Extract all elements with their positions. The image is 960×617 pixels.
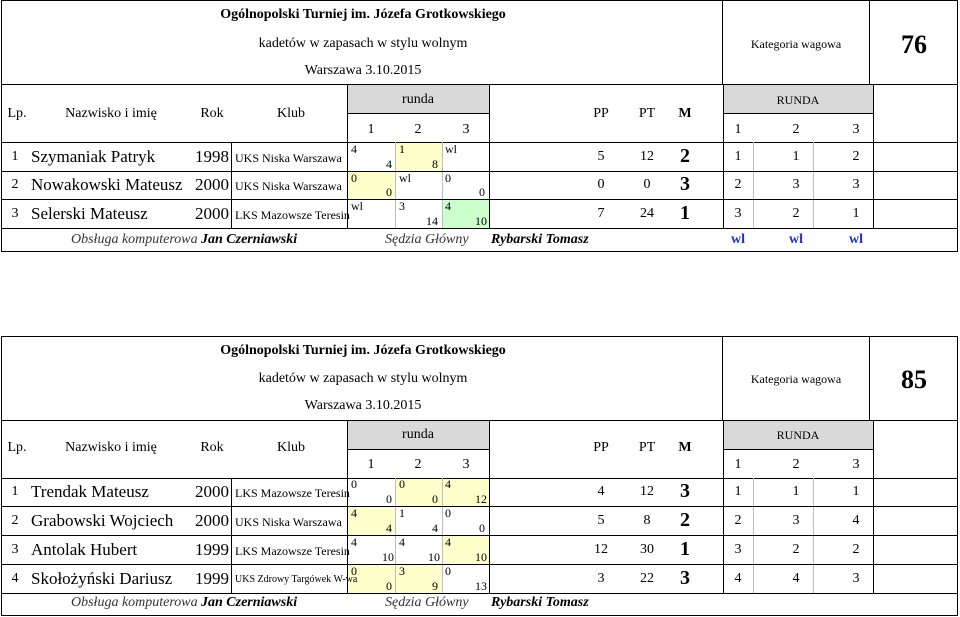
round-3-top: wl bbox=[445, 142, 457, 156]
header-final-round-3: 3 bbox=[852, 122, 860, 137]
round-1-top: 0 bbox=[351, 564, 357, 578]
header-runda-caps: RUNDA bbox=[776, 428, 820, 442]
row-final-1: 3 bbox=[734, 206, 742, 221]
round-2-top: 1 bbox=[399, 506, 405, 520]
round-3-top: 4 bbox=[445, 535, 451, 549]
row-final-2: 3 bbox=[792, 177, 800, 192]
operator-label: Obsługa komputerowa bbox=[71, 595, 198, 610]
round-3-top: 0 bbox=[445, 171, 451, 185]
row-club: LKS Mazowsze Teresin bbox=[235, 544, 350, 558]
row-pp: 4 bbox=[597, 484, 605, 499]
weight-category-value: 85 bbox=[901, 365, 927, 394]
row-final-2: 4 bbox=[792, 571, 800, 586]
walkover-3: wl bbox=[849, 232, 863, 247]
row-m: 3 bbox=[680, 173, 690, 195]
row-pt: 12 bbox=[640, 149, 654, 164]
round-1-top: 0 bbox=[351, 171, 357, 185]
round-2-top: 0 bbox=[399, 477, 405, 491]
row-final-2: 2 bbox=[792, 542, 800, 557]
row-final-2: 3 bbox=[792, 513, 800, 528]
row-year: 2000 bbox=[195, 204, 229, 223]
row-final-1: 2 bbox=[734, 177, 742, 192]
row-lp: 4 bbox=[11, 571, 19, 586]
row-name: Antolak Hubert bbox=[31, 540, 138, 559]
header-round-2: 2 bbox=[414, 122, 422, 137]
walkover-1: wl bbox=[731, 232, 745, 247]
row-year: 2000 bbox=[195, 175, 229, 194]
row-pp: 12 bbox=[594, 542, 608, 557]
row-name: Nowakowski Mateusz bbox=[31, 175, 183, 194]
judge-name: Rybarski Tomasz bbox=[491, 595, 589, 610]
operator-name: Jan Czerniawski bbox=[201, 232, 298, 247]
row-final-3: 4 bbox=[852, 513, 860, 528]
tournament-subtitle: kadetów w zapasach w stylu wolnym bbox=[258, 36, 468, 51]
header-club: Klub bbox=[277, 106, 305, 121]
row-final-3: 1 bbox=[852, 206, 860, 221]
row-club: LKS Mazowsze Teresin bbox=[235, 208, 350, 222]
round-3-bottom: 12 bbox=[475, 492, 487, 506]
round-2-top: 3 bbox=[399, 199, 405, 213]
row-pt: 30 bbox=[640, 542, 654, 557]
round-3-bottom: 0 bbox=[479, 521, 485, 535]
walkover-2: wl bbox=[789, 232, 803, 247]
header-round-2: 2 bbox=[414, 457, 422, 472]
row-final-2: 1 bbox=[792, 484, 800, 499]
round-1-top: 0 bbox=[351, 477, 357, 491]
operator-label: Obsługa komputerowa bbox=[71, 232, 198, 247]
row-m: 2 bbox=[680, 509, 690, 531]
round-2-top: wl bbox=[399, 171, 411, 185]
round-1-bottom: 10 bbox=[382, 550, 394, 564]
header-round-1: 1 bbox=[367, 457, 375, 472]
header-pt: PT bbox=[638, 440, 656, 455]
row-m: 3 bbox=[680, 567, 690, 589]
header-club: Klub bbox=[277, 440, 305, 455]
round-2-top: 1 bbox=[399, 142, 405, 156]
row-name: Szymaniak Patryk bbox=[31, 147, 156, 166]
weight-category-label: Kategoria wagowa bbox=[750, 37, 842, 51]
row-m: 2 bbox=[680, 145, 690, 167]
operator-name: Jan Czerniawski bbox=[201, 595, 298, 610]
row-pp: 7 bbox=[597, 206, 605, 221]
row-final-1: 2 bbox=[734, 513, 742, 528]
header-pp: PP bbox=[593, 106, 609, 121]
row-club: UKS Niska Warszawa bbox=[235, 179, 342, 193]
round-3-bottom: 0 bbox=[479, 185, 485, 199]
row-final-3: 1 bbox=[852, 484, 860, 499]
round-1-top: 4 bbox=[351, 535, 357, 549]
round-1-top: 4 bbox=[351, 506, 357, 520]
header-lp: Lp. bbox=[7, 106, 27, 121]
header-pt: PT bbox=[638, 106, 656, 121]
round-1-bottom: 4 bbox=[386, 521, 392, 535]
round-2-bottom: 9 bbox=[432, 579, 438, 593]
tournament-title: Ogólnopolski Turniej im. Józefa Grotkowskiego bbox=[220, 7, 506, 22]
round-1-top: wl bbox=[351, 199, 363, 213]
round-1-bottom: 0 bbox=[386, 579, 392, 593]
header-runda-caps: RUNDA bbox=[776, 93, 820, 107]
row-lp: 1 bbox=[11, 484, 19, 499]
row-final-3: 2 bbox=[852, 542, 860, 557]
header-lp: Lp. bbox=[7, 440, 27, 455]
row-final-1: 3 bbox=[734, 542, 742, 557]
row-lp: 1 bbox=[11, 149, 19, 164]
row-year: 2000 bbox=[195, 482, 229, 501]
row-final-3: 2 bbox=[852, 149, 860, 164]
round-2-bottom: 4 bbox=[432, 521, 438, 535]
row-club: UKS Zdrowy Targówek W-wa bbox=[235, 574, 358, 585]
row-m: 1 bbox=[680, 202, 690, 224]
row-final-1: 1 bbox=[734, 149, 742, 164]
header-year: Rok bbox=[200, 106, 224, 121]
header-final-round-1: 1 bbox=[734, 457, 742, 472]
row-pt: 0 bbox=[643, 177, 651, 192]
judge-name: Rybarski Tomasz bbox=[491, 232, 589, 247]
header-final-round-2: 2 bbox=[792, 122, 800, 137]
row-lp: 3 bbox=[11, 542, 19, 557]
weight-category-value: 76 bbox=[901, 30, 927, 59]
row-name: Skołożyński Dariusz bbox=[31, 569, 173, 588]
row-name: Grabowski Wojciech bbox=[31, 511, 174, 530]
results-table-76 bbox=[1, 0, 958, 252]
row-final-2: 2 bbox=[792, 206, 800, 221]
row-final-3: 3 bbox=[852, 571, 860, 586]
tournament-date: Warszawa 3.10.2015 bbox=[304, 398, 422, 413]
row-pt: 12 bbox=[640, 484, 654, 499]
header-runda: runda bbox=[402, 427, 434, 442]
weight-category-label: Kategoria wagowa bbox=[750, 372, 842, 386]
round-1-bottom: 0 bbox=[386, 492, 392, 506]
row-pt: 8 bbox=[643, 513, 651, 528]
round-3-bottom: 13 bbox=[475, 579, 487, 593]
round-1-top: 4 bbox=[351, 142, 357, 156]
row-m: 1 bbox=[680, 538, 690, 560]
judge-label: Sędzia Główny bbox=[385, 232, 469, 247]
round-3-bottom: 10 bbox=[475, 214, 487, 228]
header-round-1: 1 bbox=[367, 122, 375, 137]
row-m: 3 bbox=[680, 480, 690, 502]
row-club: UKS Niska Warszawa bbox=[235, 151, 342, 165]
header-runda: runda bbox=[402, 92, 434, 107]
header-pp: PP bbox=[593, 440, 609, 455]
round-2-bottom: 10 bbox=[428, 550, 440, 564]
round-3-top: 4 bbox=[445, 199, 451, 213]
round-2-bottom: 0 bbox=[432, 492, 438, 506]
row-name: Selerski Mateusz bbox=[31, 204, 148, 223]
row-club: UKS Niska Warszawa bbox=[235, 515, 342, 529]
header-round-3: 3 bbox=[462, 457, 470, 472]
round-1-bottom: 0 bbox=[386, 185, 392, 199]
round-2-bottom: 8 bbox=[432, 157, 438, 171]
row-final-3: 3 bbox=[852, 177, 860, 192]
row-pt: 24 bbox=[640, 206, 654, 221]
round-1-bottom: 4 bbox=[386, 157, 392, 171]
row-pp: 5 bbox=[597, 149, 605, 164]
row-club: LKS Mazowsze Teresin bbox=[235, 486, 350, 500]
tournament-title: Ogólnopolski Turniej im. Józefa Grotkowskiego bbox=[220, 343, 506, 358]
header-year: Rok bbox=[200, 440, 224, 455]
row-pp: 3 bbox=[597, 571, 605, 586]
round-2-bottom: 14 bbox=[426, 214, 438, 228]
header-name: Nazwisko i imię bbox=[65, 106, 157, 121]
header-final-round-3: 3 bbox=[852, 457, 860, 472]
round-3-top: 0 bbox=[445, 564, 451, 578]
row-year: 1999 bbox=[195, 540, 229, 559]
judge-label: Sędzia Główny bbox=[385, 595, 469, 610]
row-lp: 3 bbox=[11, 206, 19, 221]
header-final-round-2: 2 bbox=[792, 457, 800, 472]
round-3-bottom: 10 bbox=[475, 550, 487, 564]
header-final-round-1: 1 bbox=[734, 122, 742, 137]
header-m: M bbox=[678, 440, 692, 455]
row-lp: 2 bbox=[11, 177, 19, 192]
header-round-3: 3 bbox=[462, 122, 470, 137]
results-table-85 bbox=[1, 336, 958, 616]
row-name: Trendak Mateusz bbox=[31, 482, 149, 501]
tournament-date: Warszawa 3.10.2015 bbox=[304, 63, 422, 78]
row-final-1: 4 bbox=[734, 571, 742, 586]
round-2-top: 3 bbox=[399, 564, 405, 578]
round-2-top: 4 bbox=[399, 535, 405, 549]
tournament-subtitle: kadetów w zapasach w stylu wolnym bbox=[258, 371, 468, 386]
round-3-top: 4 bbox=[445, 477, 451, 491]
row-year: 2000 bbox=[195, 511, 229, 530]
row-year: 1999 bbox=[195, 569, 229, 588]
row-lp: 2 bbox=[11, 513, 19, 528]
row-final-1: 1 bbox=[734, 484, 742, 499]
row-year: 1998 bbox=[195, 147, 229, 166]
row-pt: 22 bbox=[640, 571, 654, 586]
round-3-top: 0 bbox=[445, 506, 451, 520]
row-pp: 5 bbox=[597, 513, 605, 528]
row-final-2: 1 bbox=[792, 149, 800, 164]
header-name: Nazwisko i imię bbox=[65, 440, 157, 455]
row-pp: 0 bbox=[597, 177, 605, 192]
header-m: M bbox=[678, 106, 692, 121]
